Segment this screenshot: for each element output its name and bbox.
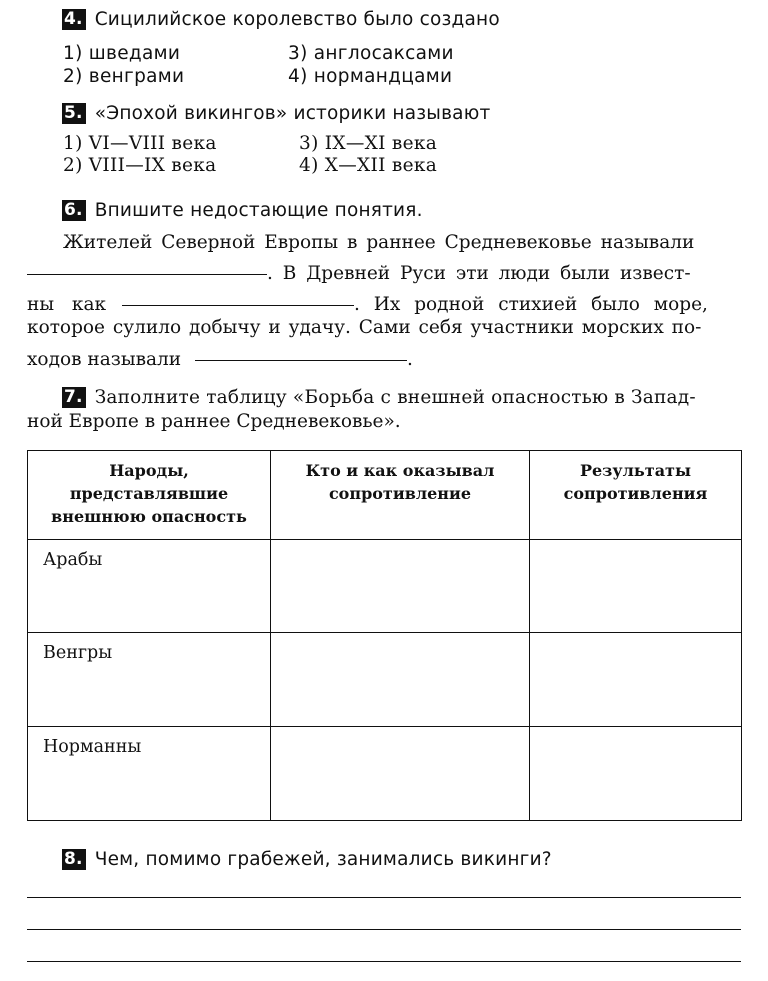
q6-blank-3[interactable] [195, 359, 407, 361]
q4-option-2[interactable]: 2) венграми [63, 66, 185, 87]
q6-line-5-before: ходов называли [27, 349, 182, 370]
answer-line-1[interactable] [27, 897, 741, 898]
question-5-number: 5. [62, 103, 86, 124]
q6-blank-1[interactable] [27, 273, 267, 275]
question-4-number: 4. [62, 9, 86, 30]
table-cell-input[interactable] [530, 540, 742, 633]
q6-blank-2[interactable] [122, 304, 354, 306]
question-8-title [62, 849, 552, 870]
table-row [28, 540, 742, 633]
q6-line-3-before: ны как [27, 294, 107, 315]
q4-option-3[interactable]: 3) англосаксами [288, 43, 454, 64]
q5-option-1[interactable]: 1) VI—VIII века [63, 133, 217, 154]
table-row [28, 633, 742, 727]
table-cell-input[interactable] [530, 633, 742, 727]
answer-line-3[interactable] [27, 961, 741, 962]
question-6-title [62, 200, 423, 221]
struggle-table [27, 450, 742, 821]
table-row-label-arabs: Арабы [28, 540, 271, 633]
question-8-text: Чем, помимо грабежей, занимались викинги? [94, 849, 552, 870]
table-row-label-hungarians: Венгры [28, 633, 271, 727]
table-cell-input[interactable] [530, 727, 742, 821]
q5-option-2[interactable]: 2) VIII—IX века [63, 155, 217, 176]
q6-line-4: которое сулило добычу и удачу. Сами себя участники морских по- [27, 317, 702, 338]
q6-line-5 [27, 349, 413, 370]
table-header-row [28, 451, 742, 540]
question-5-title [62, 103, 490, 124]
q5-option-4[interactable]: 4) X—XII века [299, 155, 438, 176]
q4-option-1[interactable]: 1) шведами [63, 43, 181, 64]
question-7-number: 7. [62, 387, 86, 408]
question-5-text: «Эпохой викингов» историки называют [94, 103, 491, 124]
table-header-results: Результаты сопротивления [530, 451, 742, 540]
q6-line-3-after: . Их родной стихией было море, [353, 294, 708, 315]
question-4-title [62, 9, 500, 30]
question-7-title [62, 387, 696, 408]
question-7-text-1: Заполните таблицу «Борьба с внешней опасностью в Запад- [94, 387, 696, 408]
question-8-number: 8. [62, 849, 86, 870]
table-cell-input[interactable] [271, 540, 530, 633]
answer-line-2[interactable] [27, 929, 741, 930]
table-header-resistance: Кто и как оказывал сопротивление [271, 451, 530, 540]
table-cell-input[interactable] [271, 633, 530, 727]
table-row-label-normans: Норманны [28, 727, 271, 821]
q4-option-4[interactable]: 4) нормандцами [288, 66, 453, 87]
question-4-text: Сицилийское королевство было создано [94, 9, 500, 30]
q6-line-1: Жителей Северной Европы в раннее Средневековье называли [63, 232, 695, 253]
table-header-peoples: Народы, представлявшие внешнюю опасность [28, 451, 271, 540]
q6-line-2 [27, 263, 691, 284]
question-6-text: Впишите недостающие понятия. [94, 200, 423, 221]
question-6-number: 6. [62, 200, 86, 221]
question-7-text-2: ной Европе в раннее Средневековье». [27, 411, 401, 432]
table-cell-input[interactable] [271, 727, 530, 821]
q5-option-3[interactable]: 3) IX—XI века [299, 133, 438, 154]
table-row [28, 727, 742, 821]
q6-line-5-after: . [407, 349, 413, 370]
q6-line-3 [27, 294, 708, 315]
q6-line-2-text: . В Древней Руси эти люди были извест- [267, 263, 691, 284]
